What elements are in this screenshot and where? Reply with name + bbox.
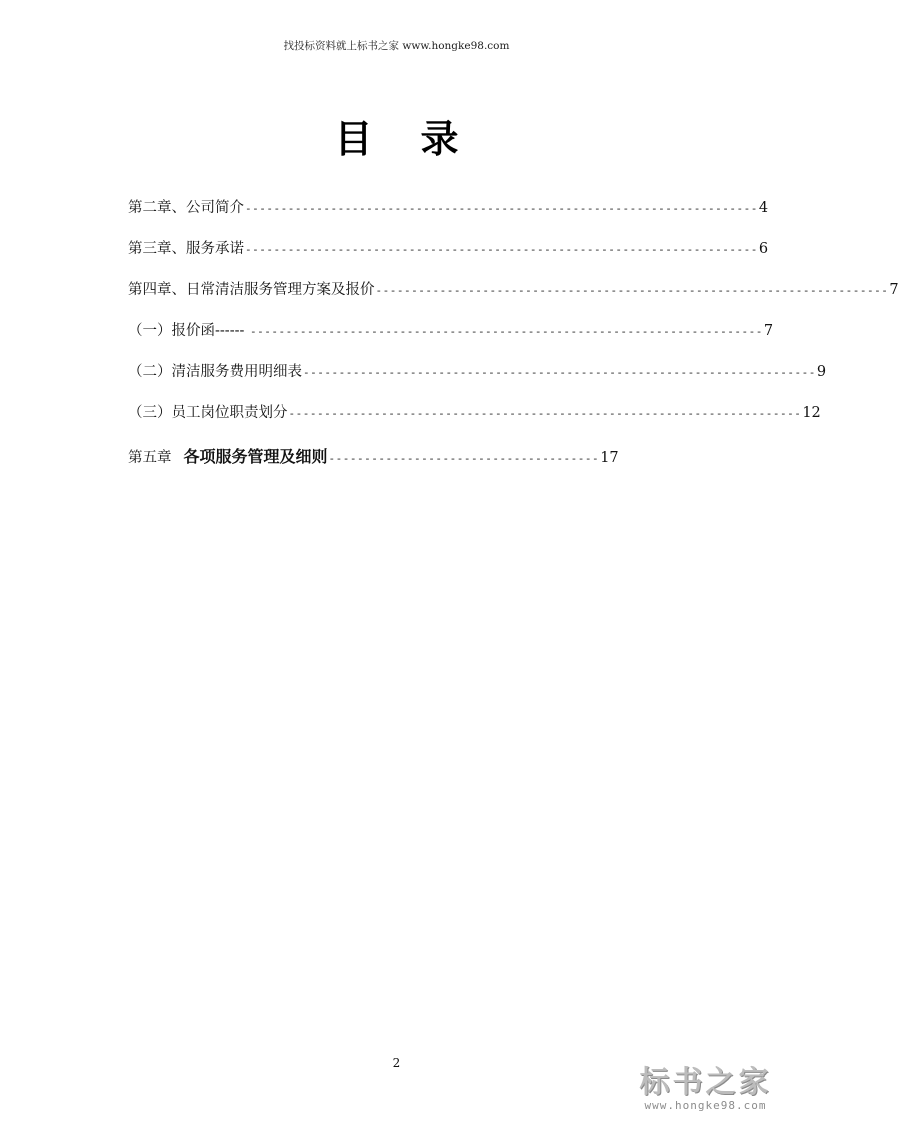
toc-page-number: 12 <box>802 405 821 421</box>
page-title: 目录 <box>334 117 507 161</box>
toc-page-number: 4 <box>758 200 769 216</box>
toc-entry-label: （三）员工岗位职责划分 <box>128 405 288 421</box>
toc-entry[interactable] <box>128 237 769 258</box>
toc-entry-label: （二）清洁服务费用明细表 <box>128 364 302 380</box>
toc-page-number: 6 <box>758 241 769 257</box>
toc-chapter-title: 各项服务管理及细则 <box>183 447 328 466</box>
toc-page-number: 7 <box>763 323 774 339</box>
toc-entry[interactable] <box>128 278 899 299</box>
watermark-logo <box>628 1057 783 1112</box>
toc-chapter-prefix: 第五章 <box>128 450 172 466</box>
toc-leader: ------------------------------------------------------------------------ <box>245 202 758 215</box>
toc-page-number: 17 <box>600 450 619 466</box>
toc-entry-label: （一）报价函------ <box>128 323 250 339</box>
toc-entry[interactable] <box>128 401 821 422</box>
toc-leader: ------------------------------------------------------------------------ <box>303 366 816 379</box>
toc-entry[interactable] <box>128 360 827 381</box>
toc-leader: ------------------------------------------------------------------------ <box>250 325 763 338</box>
toc-leader: ------------------------------------------------------------------------ <box>245 243 758 256</box>
toc-entry-label: 第二章、公司简介 <box>128 200 244 216</box>
toc-leader: ------------------------------------------------------------------------ <box>288 407 802 420</box>
toc-leader: ------------------------------------------------------------------------ <box>375 284 889 297</box>
watermark-url: www.hongke98.com <box>644 1099 767 1112</box>
toc-page-number: 7 <box>889 282 899 298</box>
toc-entry[interactable] <box>128 319 774 340</box>
toc-entry[interactable] <box>128 444 619 467</box>
header-note: 找投标资料就上标书之家 www.hongke98.com <box>283 40 510 52</box>
toc-entry-label: 第三章、服务承诺 <box>128 241 244 257</box>
toc-entry-label <box>128 444 328 467</box>
toc-page-number: 9 <box>816 364 827 380</box>
toc-entry-label: 第四章、日常清洁服务管理方案及报价 <box>128 282 375 298</box>
page-number: 2 <box>392 1056 401 1070</box>
toc-entry[interactable] <box>128 196 769 217</box>
toc-leader: -------------------------------------- <box>328 452 600 465</box>
watermark-logo-text: 标书之家 <box>639 1065 772 1100</box>
